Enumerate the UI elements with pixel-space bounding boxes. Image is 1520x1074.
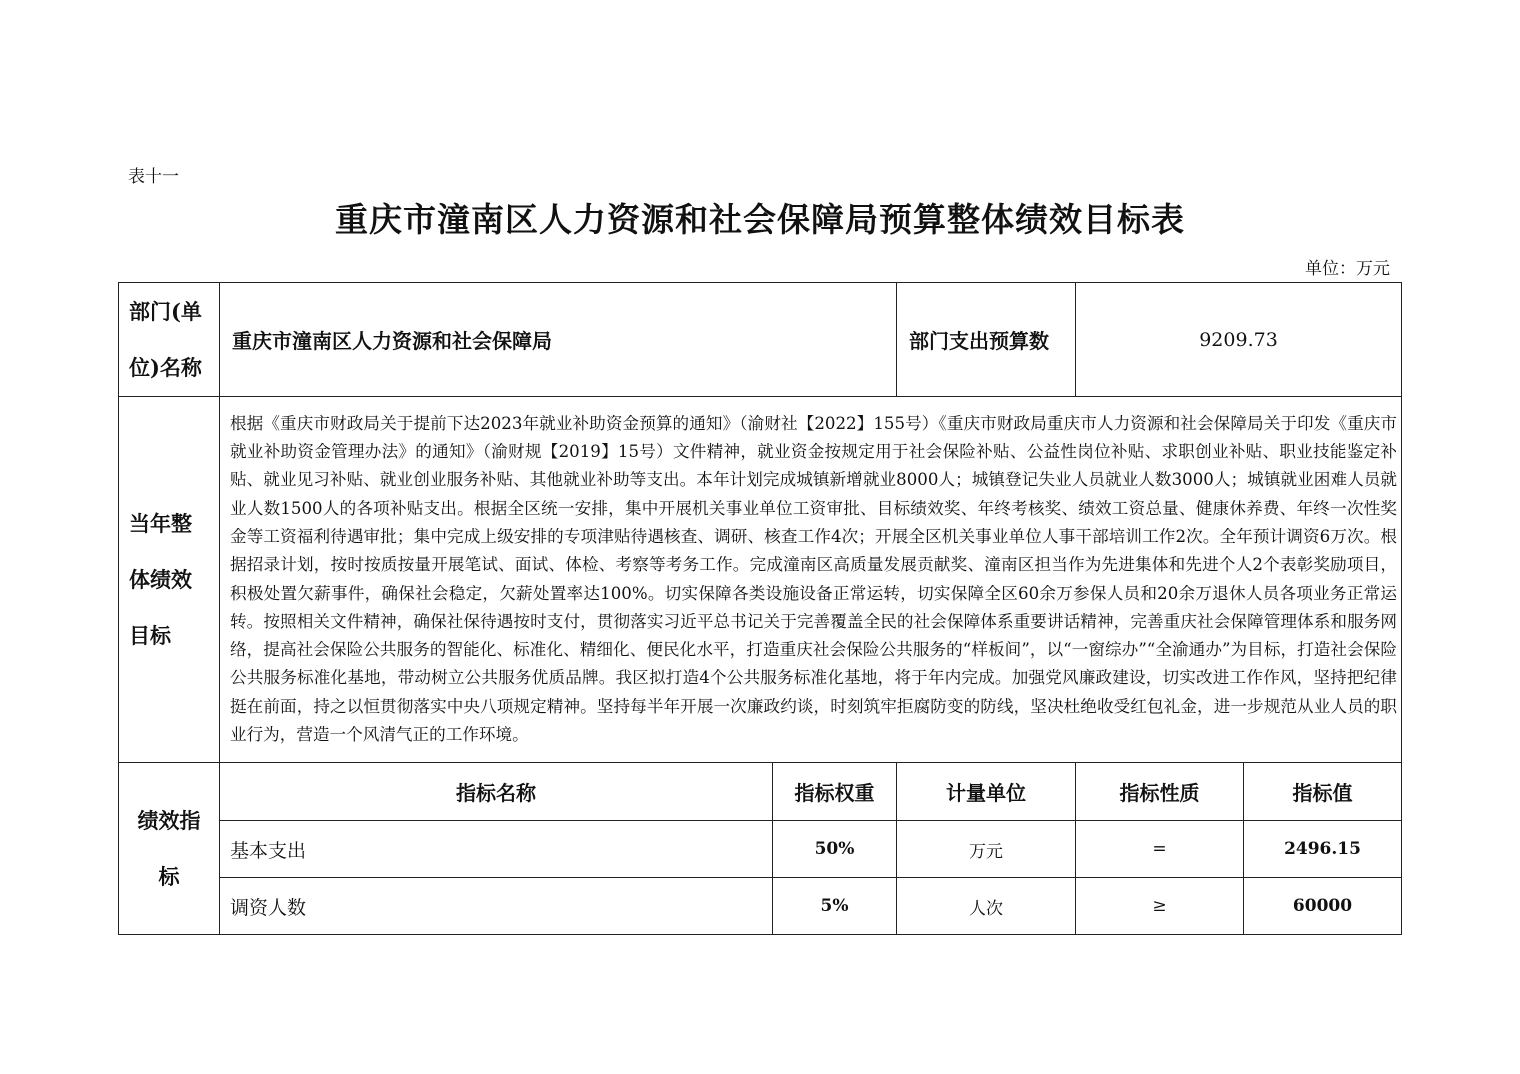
- column-header-weight: 指标权重: [773, 763, 897, 821]
- goal-label-line3: 目标: [129, 622, 171, 648]
- budget-value: 9209.73: [1076, 283, 1402, 397]
- goal-label-line2: 体绩效: [129, 566, 192, 592]
- department-label-line2: 位)名称: [129, 354, 202, 380]
- table-row: [119, 821, 1402, 878]
- department-label-cell: [119, 283, 220, 397]
- indicator-name: 基本支出: [220, 821, 773, 878]
- indicator-weight: 5%: [773, 878, 897, 935]
- table-number: 表十一: [128, 167, 179, 187]
- indicator-nature: =: [1076, 821, 1244, 878]
- indicator-label-line1: 绩效指: [137, 807, 201, 833]
- column-header-nature: 指标性质: [1076, 763, 1244, 821]
- indicator-unit: 人次: [897, 878, 1076, 935]
- department-label-line1: 部门(单: [129, 298, 202, 324]
- column-header-unit: 计量单位: [897, 763, 1076, 821]
- indicator-header-row: [119, 763, 1402, 821]
- indicator-value: 2496.15: [1244, 821, 1402, 878]
- indicator-label-cell: [119, 763, 220, 935]
- indicator-value: 60000: [1244, 878, 1402, 935]
- goal-text: 根据《重庆市财政局关于提前下达2023年就业补助资金预算的通知》（渝财社【2022】155号）《重庆市财政局重庆市人力资源和社会保障局关于印发《重庆市就业补助资金管理办法》的通知》（渝财规【2019】15号）文件精神，就业资金按规定用于社会保险补贴、公益性岗位补贴、求职创业补贴、职业技能鉴定补贴、就业见习补贴、就业创业服务补贴、其他就业补助等支出。本年计划完成城镇新增就业8000人；城镇登记失业人员就业人数3000人；城镇就业困难人员就业人数1500人的各项补贴支出。根据全区统一安排，集中开展机关事业单位工资审批、目标绩效奖、年终考核奖、绩效工资总量、健康休养费、年终一次性奖金等工资福利待遇审批；集中完成上级安排的专项津贴待遇核查、调研、核查工作4次；开展全区机关事业单位人事干部培训工作2次。全年预计调资6万次。根据招录计划，按时按质按量开展笔试、面试、体检、考察等考务工作。完成潼南区高质量发展贡献奖、潼南区担当作为先进集体和先进个人2个表彰奖励项目，积极处置欠薪事件，确保社会稳定，欠薪处置率达100%。切实保障各类设施设备正常运转，切实保障全区60余万参保人员和20余万退休人员各项业务正常运转。按照相关文件精神，确保社保待遇按时支付，贯彻落实习近平总书记关于完善覆盖全民的社会保障体系重要讲话精神，完善重庆社会保障管理体系和服务网络，提高社会保险公共服务的智能化、标准化、精细化、便民化水平，打造重庆社会保险公共服务的“样板间”，以“一窗综办”“全渝通办”为目标，打造社会保险公共服务标准化基地，带动树立公共服务优质品牌。我区拟打造4个公共服务标准化基地，将于年内完成。加强党风廉政建设，切实改进工作作风，坚持把纪律挺在前面，持之以恒贯彻落实中央八项规定精神。坚持每半年开展一次廉政约谈，时刻筑牢拒腐防变的防线，坚决杜绝收受红包礼金，进一步规范从业人员的职业行为，营造一个风清气正的工作环境。: [220, 397, 1402, 763]
- department-name: 重庆市潼南区人力资源和社会保障局: [220, 283, 897, 397]
- column-header-value: 指标值: [1244, 763, 1402, 821]
- page-title: 重庆市潼南区人力资源和社会保障局预算整体绩效目标表: [335, 200, 1185, 239]
- unit-label: 单位：万元: [1305, 259, 1390, 279]
- table-row: [119, 878, 1402, 935]
- column-header-name: 指标名称: [220, 763, 773, 821]
- goal-label-cell: [119, 397, 220, 763]
- indicator-weight: 50%: [773, 821, 897, 878]
- department-row: [119, 283, 1402, 397]
- indicator-label-line2: 标: [158, 863, 180, 889]
- budget-label: 部门支出预算数: [897, 283, 1076, 397]
- goal-label-line1: 当年整: [129, 510, 192, 536]
- performance-table: [118, 282, 1402, 935]
- indicator-name: 调资人数: [220, 878, 773, 935]
- indicator-unit: 万元: [897, 821, 1076, 878]
- goal-row: [119, 397, 1402, 763]
- indicator-nature: ≥: [1076, 878, 1244, 935]
